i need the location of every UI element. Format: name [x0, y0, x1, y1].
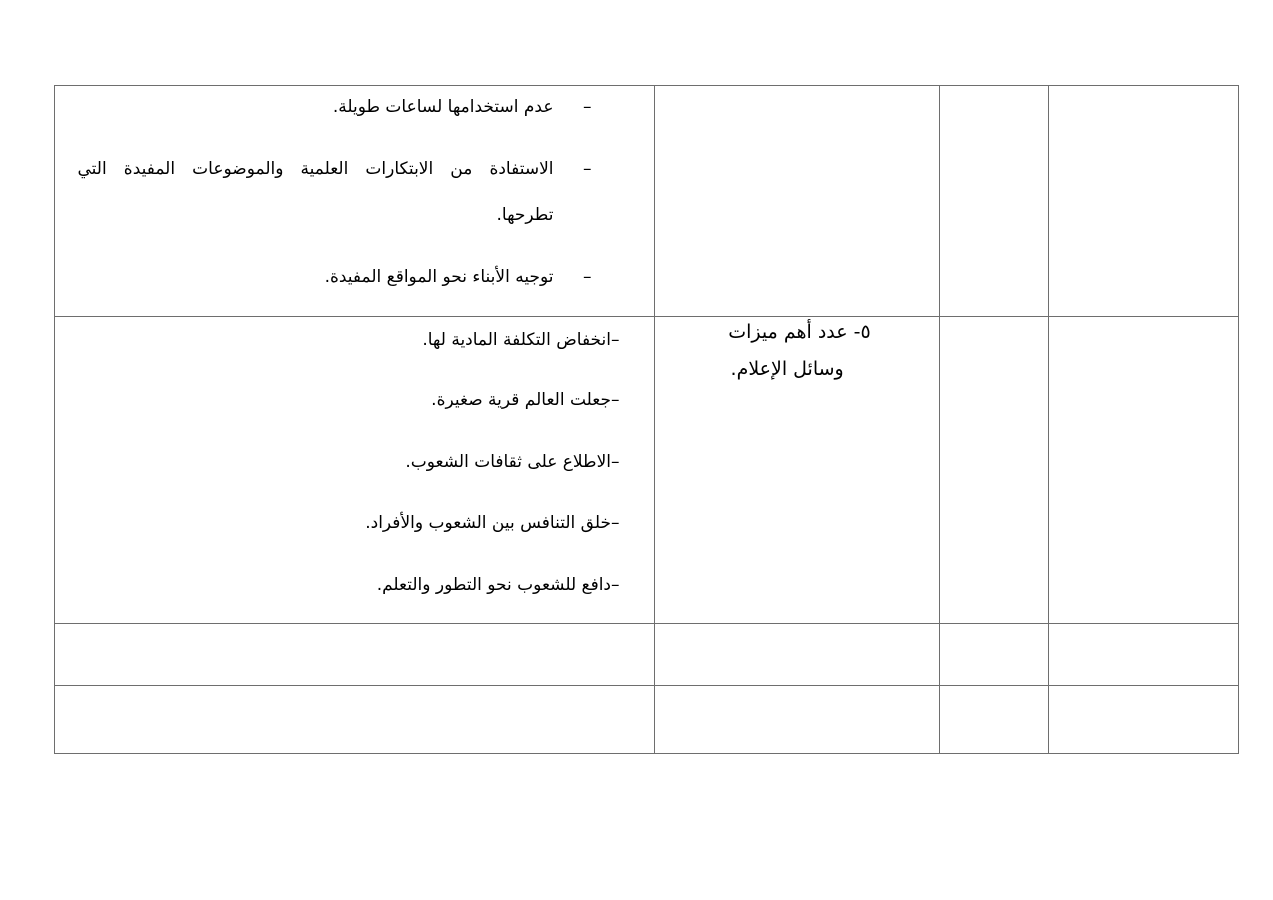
bullet-dash: – — [583, 97, 592, 117]
item-text-continuation: تطرحها. — [496, 205, 554, 225]
empty-cell — [1048, 86, 1238, 317]
empty-cell — [55, 685, 655, 753]
empty-cell — [939, 623, 1048, 685]
list-item: –جعلت العالم قرية صغيرة. — [431, 390, 620, 411]
question-text: ٥- عدد أهم ميزات — [728, 321, 871, 344]
list-item: –انخفاض التكلفة المادية لها. — [422, 330, 620, 351]
list-item: –الاطلاع على ثقافات الشعوب. — [405, 452, 620, 473]
table-row — [55, 623, 1239, 685]
answer-cell — [55, 86, 655, 317]
empty-cell — [939, 685, 1048, 753]
table-row — [55, 317, 1239, 623]
bullet-dash: – — [583, 159, 592, 179]
empty-cell — [1048, 685, 1238, 753]
list-item — [325, 266, 592, 288]
empty-cell — [654, 623, 939, 685]
empty-cell — [55, 623, 655, 685]
question-cell — [654, 86, 939, 317]
item-text: عدم استخدامها لساعات طويلة. — [332, 97, 554, 117]
item-text: توجيه الأبناء نحو المواقع المفيدة. — [324, 267, 554, 287]
list-item: –دافع للشعوب نحو التطور والتعلم. — [376, 575, 620, 596]
question-text-continuation: وسائل الإعلام. — [730, 358, 844, 381]
empty-cell — [1048, 317, 1238, 623]
table-row — [55, 685, 1239, 753]
answer-table — [54, 85, 1239, 754]
empty-cell — [1048, 623, 1238, 685]
item-text: الاستفادة من الابتكارات العلمية والموضوعات المفيدة التي — [77, 159, 554, 179]
answer-cell — [55, 317, 655, 623]
bullet-dash: – — [583, 267, 592, 287]
question-cell — [654, 317, 939, 623]
list-item: –خلق التنافس بين الشعوب والأفراد. — [365, 513, 620, 534]
empty-cell — [939, 317, 1048, 623]
table-row — [55, 86, 1239, 317]
empty-cell — [654, 685, 939, 753]
list-item — [333, 96, 592, 118]
empty-cell — [939, 86, 1048, 317]
